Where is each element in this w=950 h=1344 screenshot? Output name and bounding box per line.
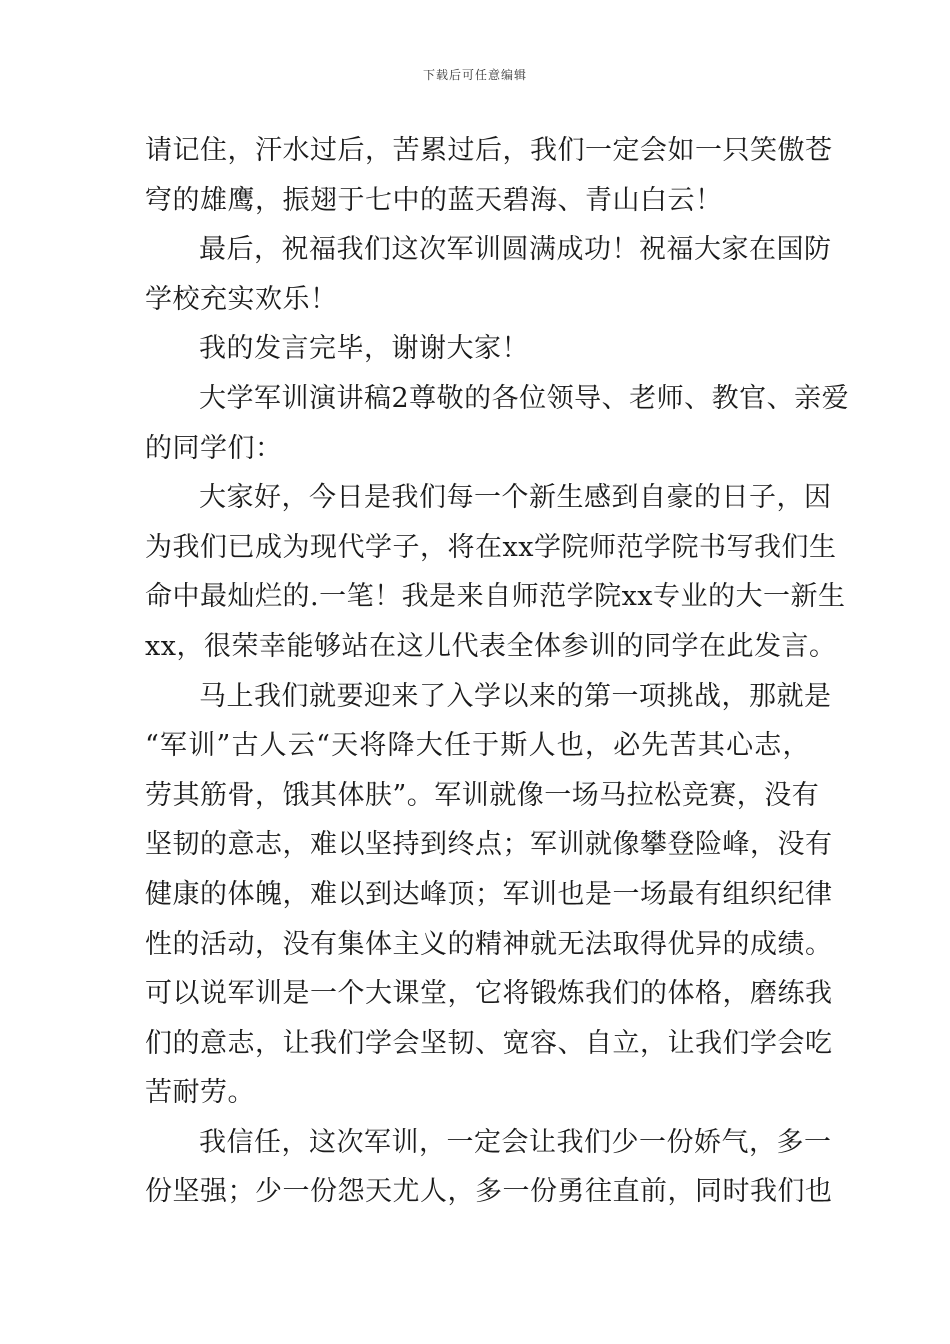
- text-line: 劳其筋骨，饿其体肤”。军训就像一场马拉松竞赛，没有: [145, 779, 820, 811]
- text-line: 穹的雄鹰，振翅于七中的蓝天碧海、青山白云！: [145, 184, 723, 216]
- text-line: xx，很荣幸能够站在这儿代表全体参训的同学在此发言。: [145, 630, 837, 662]
- text-line: 请记住，汗水过后，苦累过后，我们一定会如一只笑傲苍: [145, 135, 833, 166]
- text-line: “军训”古人云“天将降大任于斯人也，必先苦其心志，: [145, 730, 810, 762]
- text-line: 大家好，今日是我们每一个新生感到自豪的日子，因: [199, 482, 832, 514]
- text-line: 最后，祝福我们这次军训圆满成功！祝福大家在国防: [199, 234, 832, 266]
- text-line: 可以说军训是一个大课堂，它将锻炼我们的体格，磨练我: [145, 978, 833, 1010]
- text-line: 坚韧的意志，难以坚持到终点；军训就像攀登险峰，没有: [145, 829, 833, 861]
- page-header: 下载后可任意编辑: [422, 68, 527, 82]
- text-line: 大学军训演讲稿2尊敬的各位领导、老师、教官、亲爱: [199, 382, 850, 414]
- text-line: 我信任，这次军训，一定会让我们少一份娇气，多一: [199, 1126, 832, 1158]
- text-line: 马上我们就要迎来了入学以来的第一项挑战，那就是: [199, 680, 832, 712]
- document-body: [145, 126, 850, 1217]
- text-line: 我的发言完毕，谢谢大家！: [199, 333, 529, 365]
- text-line: 的同学们：: [145, 432, 283, 464]
- text-line: 为我们已成为现代学子，将在xx学院师范学院书写我们生: [145, 531, 837, 563]
- text-line: 性的活动，没有集体主义的精神就无法取得优异的成绩。: [145, 928, 833, 960]
- text-line: 命中最灿烂的.一笔！我是来自师范学院xx专业的大一新生: [145, 581, 846, 613]
- text-line: 苦耐劳。: [145, 1077, 255, 1109]
- text-line: 学校充实欢乐！: [145, 283, 338, 315]
- text-line: 份坚强；少一份怨天尤人，多一份勇往直前，同时我们也: [145, 1176, 833, 1208]
- text-line: 健康的体魄，难以到达峰顶；军训也是一场最有组织纪律: [145, 878, 833, 910]
- text-line: 们的意志，让我们学会坚韧、宽容、自立，让我们学会吃: [145, 1027, 833, 1059]
